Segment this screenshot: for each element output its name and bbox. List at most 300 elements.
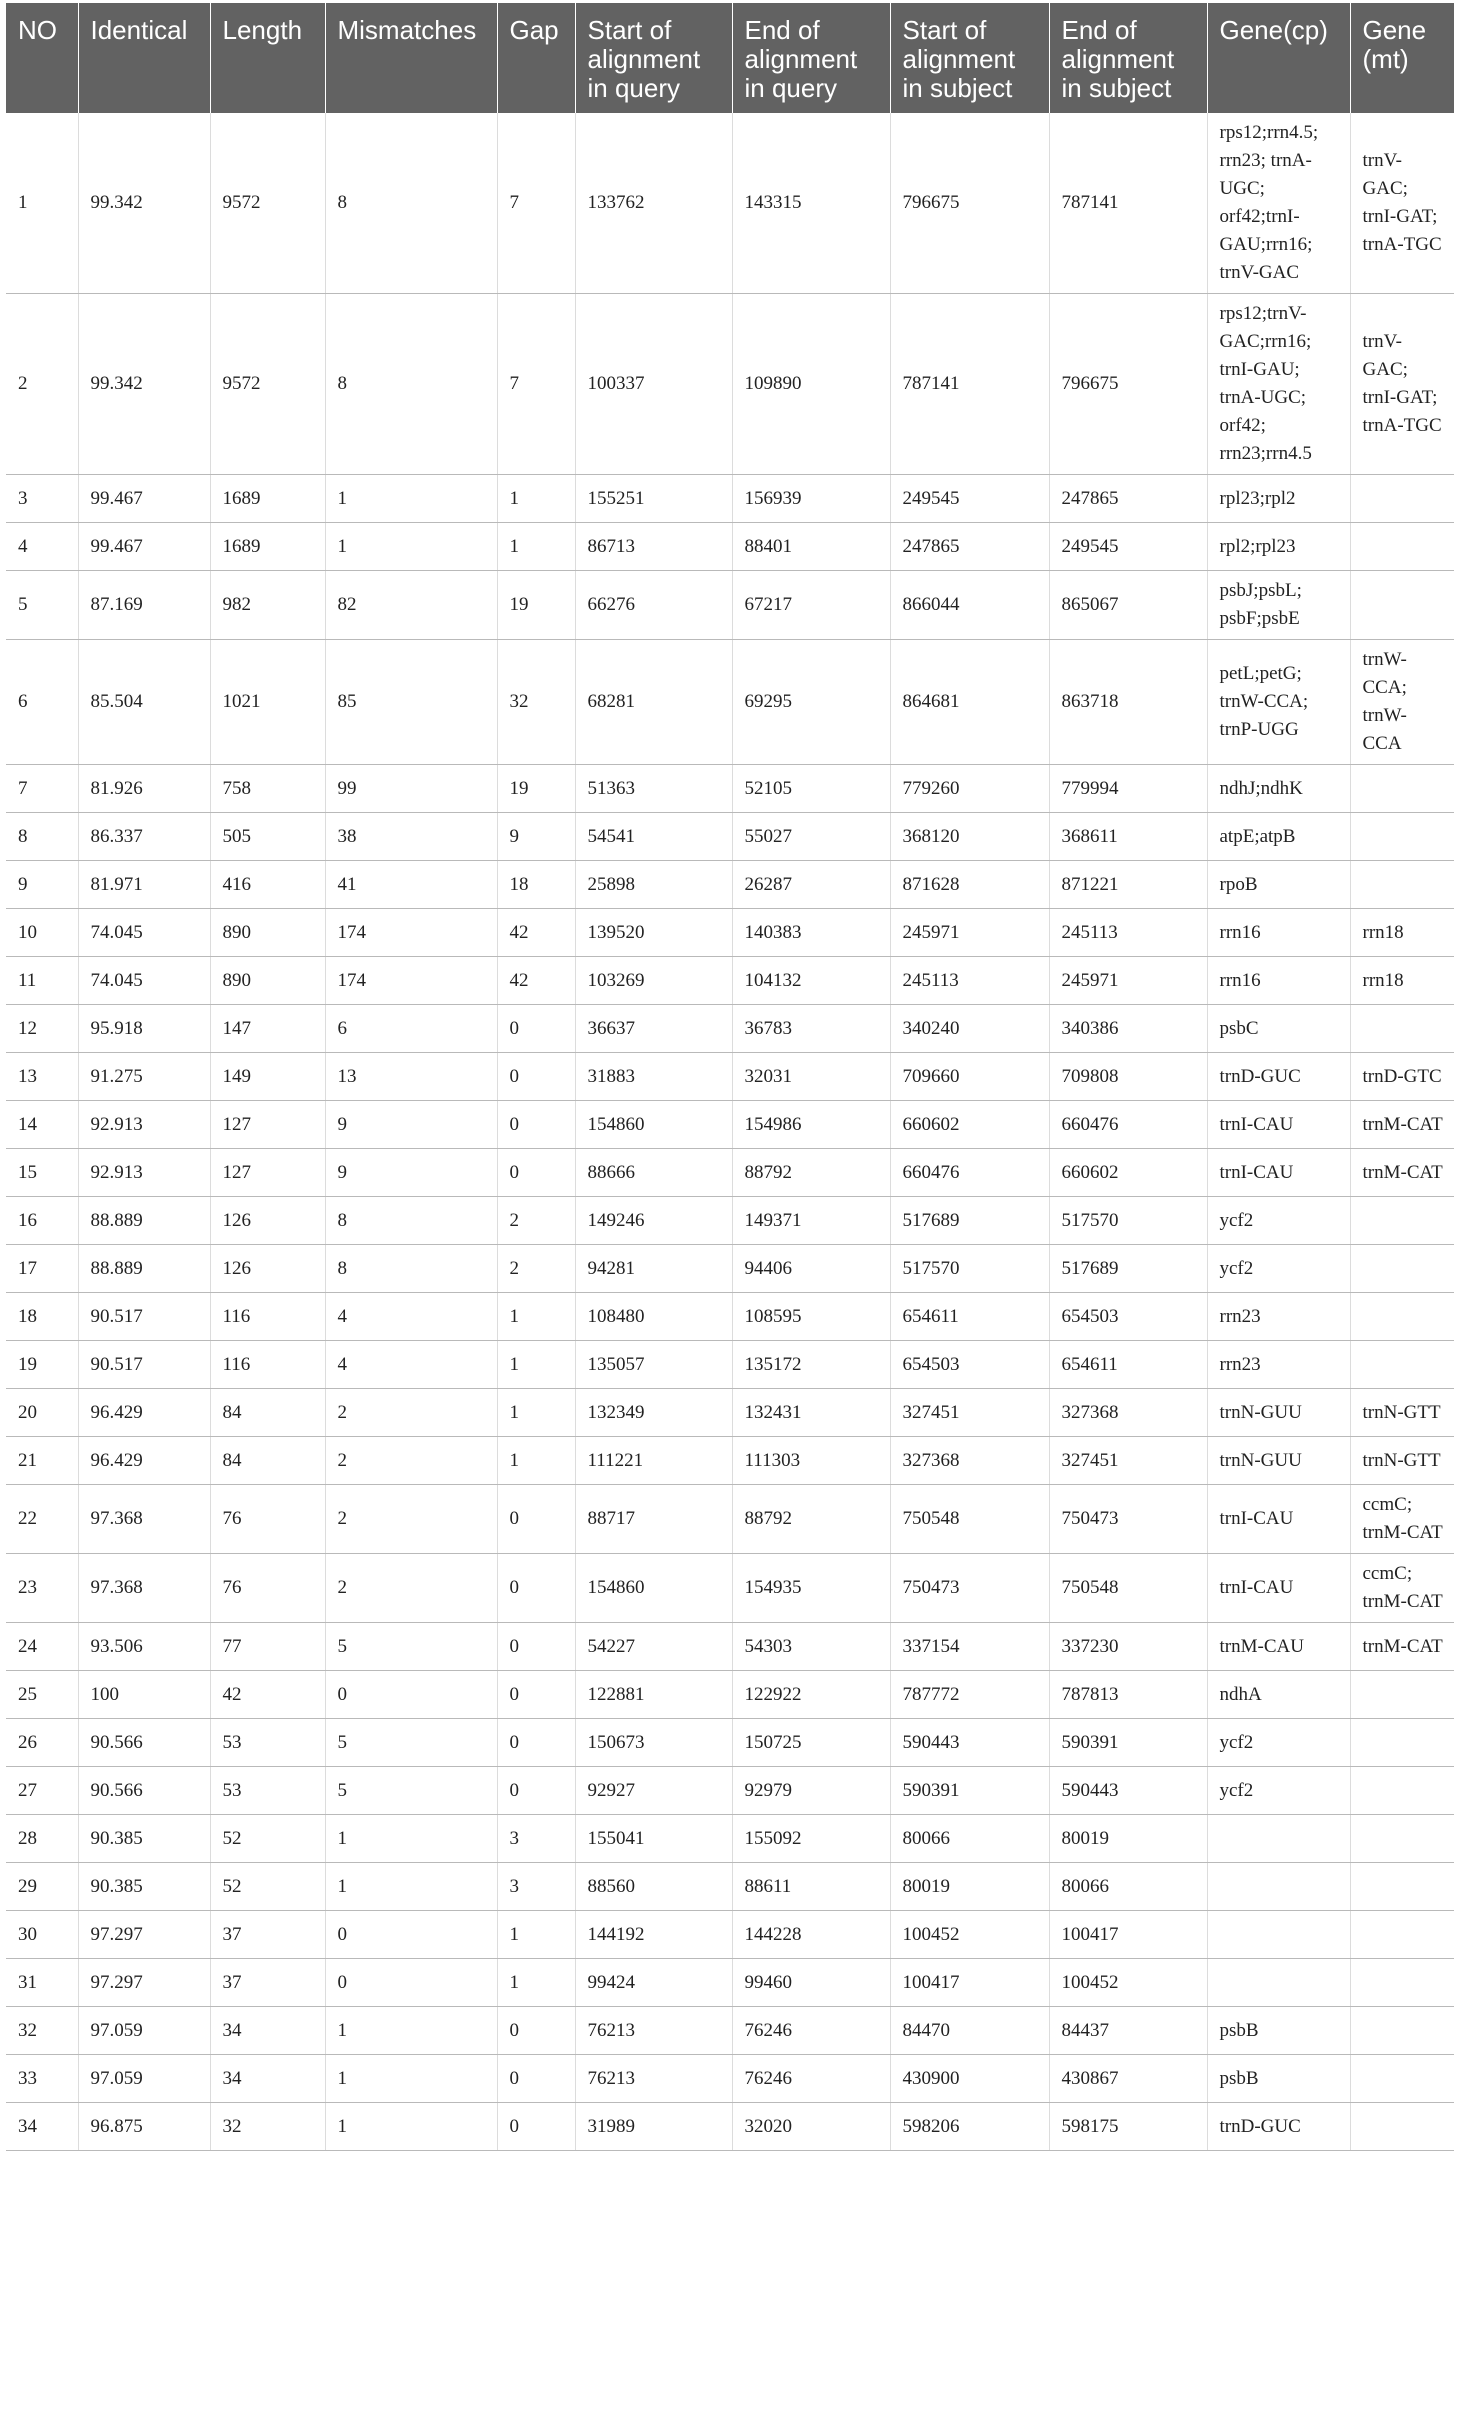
table-cell-mismatches: 1 [325,523,497,571]
table-cell-mismatches: 2 [325,1437,497,1485]
table-cell-query-start: 133762 [575,113,732,294]
table-cell-no: 5 [6,571,78,640]
table-cell-subject-start: 654611 [890,1293,1049,1341]
table-cell-subject-end: 598175 [1049,2103,1207,2151]
table-cell-gene-mt [1350,813,1454,861]
table-cell-gap: 42 [497,957,575,1005]
table-row [6,1005,1454,1053]
table-cell-no: 30 [6,1911,78,1959]
table-cell-gap: 1 [497,1911,575,1959]
table-cell-query-start: 88717 [575,1485,732,1554]
table-cell-query-start: 92927 [575,1767,732,1815]
table-cell-identical: 74.045 [78,909,210,957]
table-cell-subject-end: 368611 [1049,813,1207,861]
table-cell-subject-end: 796675 [1049,294,1207,475]
table-cell-no: 7 [6,765,78,813]
table-cell-mismatches: 2 [325,1485,497,1554]
column-header-subject-end: End of alignment in subject [1049,3,1207,113]
table-cell-length: 126 [210,1245,325,1293]
table-row [6,1197,1454,1245]
table-row [6,571,1454,640]
table-cell-length: 37 [210,1959,325,2007]
table-cell-no: 32 [6,2007,78,2055]
table-cell-identical: 74.045 [78,957,210,1005]
table-cell-query-end: 154986 [732,1101,890,1149]
table-cell-subject-start: 337154 [890,1623,1049,1671]
table-cell-query-end: 111303 [732,1437,890,1485]
table-cell-gene-cp: trnD-GUC [1207,1053,1350,1101]
table-row [6,1245,1454,1293]
table-cell-subject-start: 871628 [890,861,1049,909]
table-cell-gene-cp: ycf2 [1207,1767,1350,1815]
table-cell-gap: 0 [497,1005,575,1053]
table-cell-query-end: 52105 [732,765,890,813]
table-cell-subject-start: 100452 [890,1911,1049,1959]
table-cell-query-end: 109890 [732,294,890,475]
table-cell-no: 17 [6,1245,78,1293]
table-cell-subject-start: 660476 [890,1149,1049,1197]
table-cell-identical: 95.918 [78,1005,210,1053]
table-cell-no: 14 [6,1101,78,1149]
table-row [6,475,1454,523]
table-cell-gene-cp: trnI-CAU [1207,1554,1350,1623]
column-header-query-end: End of alignment in query [732,3,890,113]
table-cell-gene-cp: trnD-GUC [1207,2103,1350,2151]
table-cell-mismatches: 4 [325,1293,497,1341]
table-row [6,1554,1454,1623]
table-cell-identical: 97.297 [78,1959,210,2007]
table-cell-gap: 18 [497,861,575,909]
table-cell-mismatches: 8 [325,1245,497,1293]
table-cell-gene-cp [1207,1863,1350,1911]
table-cell-gap: 1 [497,1341,575,1389]
table-cell-gene-cp [1207,1959,1350,2007]
table-cell-gene-cp: rrn23 [1207,1341,1350,1389]
table-cell-query-end: 88792 [732,1149,890,1197]
table-cell-length: 84 [210,1437,325,1485]
column-header-identical: Identical [78,3,210,113]
table-cell-query-end: 92979 [732,1767,890,1815]
table-cell-no: 10 [6,909,78,957]
table-cell-gene-mt [1350,765,1454,813]
table-cell-subject-end: 654503 [1049,1293,1207,1341]
table-cell-gene-cp: rps12;rrn4.5; rrn23; trnA-UGC; orf42;trnI-GAU;rrn16; trnV-GAC [1207,113,1350,294]
table-cell-subject-start: 709660 [890,1053,1049,1101]
table-cell-gene-cp: trnI-CAU [1207,1101,1350,1149]
table-cell-query-end: 99460 [732,1959,890,2007]
table-cell-subject-start: 247865 [890,523,1049,571]
table-cell-query-end: 32031 [732,1053,890,1101]
table-cell-mismatches: 9 [325,1149,497,1197]
table-cell-no: 15 [6,1149,78,1197]
table-cell-subject-end: 517689 [1049,1245,1207,1293]
table-cell-subject-start: 80019 [890,1863,1049,1911]
table-cell-query-start: 25898 [575,861,732,909]
table-cell-gene-cp: psbC [1207,1005,1350,1053]
table-cell-gap: 0 [497,1149,575,1197]
table-cell-mismatches: 99 [325,765,497,813]
table-row [6,640,1454,765]
table-cell-gene-mt [1350,1293,1454,1341]
table-cell-gene-mt: trnM-CAT [1350,1101,1454,1149]
table-cell-subject-start: 517689 [890,1197,1049,1245]
table-cell-query-start: 68281 [575,640,732,765]
table-cell-gap: 1 [497,523,575,571]
table-cell-mismatches: 1 [325,2007,497,2055]
table-cell-query-end: 156939 [732,475,890,523]
table-cell-gap: 0 [497,1671,575,1719]
table-cell-gap: 0 [497,2007,575,2055]
table-cell-gene-mt: trnM-CAT [1350,1623,1454,1671]
table-cell-gene-cp: trnN-GUU [1207,1437,1350,1485]
table-cell-gene-mt [1350,2103,1454,2151]
table-cell-length: 127 [210,1101,325,1149]
table-cell-query-start: 99424 [575,1959,732,2007]
table-cell-mismatches: 1 [325,1863,497,1911]
table-row [6,523,1454,571]
table-cell-subject-start: 327368 [890,1437,1049,1485]
table-row [6,1341,1454,1389]
table-cell-subject-end: 327368 [1049,1389,1207,1437]
table-cell-query-start: 154860 [575,1554,732,1623]
table-cell-subject-end: 327451 [1049,1437,1207,1485]
table-cell-gene-mt: trnW-CCA; trnW-CCA [1350,640,1454,765]
table-cell-query-end: 135172 [732,1341,890,1389]
table-cell-identical: 92.913 [78,1149,210,1197]
table-cell-query-start: 88560 [575,1863,732,1911]
table-cell-no: 24 [6,1623,78,1671]
table-cell-length: 76 [210,1554,325,1623]
table-cell-subject-end: 750473 [1049,1485,1207,1554]
table-cell-identical: 99.467 [78,475,210,523]
table-cell-gene-cp: ycf2 [1207,1197,1350,1245]
table-cell-gene-mt [1350,1959,1454,2007]
table-cell-mismatches: 41 [325,861,497,909]
table-cell-gene-mt: trnD-GTC [1350,1053,1454,1101]
table-cell-query-start: 76213 [575,2055,732,2103]
table-cell-gene-mt [1350,1671,1454,1719]
table-cell-gene-mt [1350,523,1454,571]
table-cell-subject-start: 590391 [890,1767,1049,1815]
table-cell-mismatches: 1 [325,2103,497,2151]
table-cell-query-start: 51363 [575,765,732,813]
table-cell-gap: 0 [497,1053,575,1101]
table-cell-identical: 90.566 [78,1719,210,1767]
table-cell-subject-start: 750473 [890,1554,1049,1623]
table-cell-gene-mt [1350,1911,1454,1959]
table-cell-subject-start: 80066 [890,1815,1049,1863]
table-cell-mismatches: 174 [325,957,497,1005]
table-cell-length: 52 [210,1863,325,1911]
table-cell-subject-start: 598206 [890,2103,1049,2151]
table-row [6,1053,1454,1101]
table-cell-subject-start: 100417 [890,1959,1049,2007]
table-cell-length: 890 [210,909,325,957]
table-row [6,1719,1454,1767]
table-cell-subject-end: 779994 [1049,765,1207,813]
table-cell-identical: 97.059 [78,2055,210,2103]
table-cell-gene-mt [1350,475,1454,523]
table-cell-query-end: 88792 [732,1485,890,1554]
table-row [6,113,1454,294]
table-cell-gene-mt [1350,1815,1454,1863]
table-cell-identical: 91.275 [78,1053,210,1101]
table-cell-mismatches: 2 [325,1554,497,1623]
table-cell-subject-end: 660476 [1049,1101,1207,1149]
table-cell-gene-cp: rrn16 [1207,957,1350,1005]
table-cell-query-end: 55027 [732,813,890,861]
table-cell-query-start: 86713 [575,523,732,571]
table-cell-query-end: 108595 [732,1293,890,1341]
table-cell-subject-start: 249545 [890,475,1049,523]
table-cell-identical: 99.342 [78,294,210,475]
table-cell-gene-cp: atpE;atpB [1207,813,1350,861]
table-cell-subject-end: 865067 [1049,571,1207,640]
table-cell-query-start: 103269 [575,957,732,1005]
table-cell-mismatches: 8 [325,294,497,475]
table-row [6,765,1454,813]
table-cell-identical: 97.368 [78,1485,210,1554]
table-cell-length: 9572 [210,294,325,475]
table-row [6,1389,1454,1437]
table-cell-query-start: 31989 [575,2103,732,2151]
table-cell-subject-end: 100417 [1049,1911,1207,1959]
table-cell-identical: 87.169 [78,571,210,640]
table-cell-no: 33 [6,2055,78,2103]
table-cell-identical: 96.429 [78,1389,210,1437]
table-row [6,1101,1454,1149]
header-row [6,3,1454,113]
table-cell-subject-start: 430900 [890,2055,1049,2103]
table-cell-no: 21 [6,1437,78,1485]
table-cell-identical: 90.385 [78,1863,210,1911]
table-cell-gene-cp: rrn23 [1207,1293,1350,1341]
table-cell-mismatches: 85 [325,640,497,765]
table-cell-mismatches: 5 [325,1623,497,1671]
table-cell-gene-cp [1207,1815,1350,1863]
table-row [6,957,1454,1005]
table-cell-mismatches: 2 [325,1389,497,1437]
table-cell-gene-cp: petL;petG; trnW-CCA; trnP-UGG [1207,640,1350,765]
table-cell-length: 1021 [210,640,325,765]
table-cell-gap: 0 [497,1623,575,1671]
table-cell-subject-start: 660602 [890,1101,1049,1149]
table-cell-gene-mt: rrn18 [1350,909,1454,957]
table-cell-subject-end: 84437 [1049,2007,1207,2055]
table-cell-identical: 93.506 [78,1623,210,1671]
table-cell-gene-mt [1350,2007,1454,2055]
table-cell-identical: 88.889 [78,1245,210,1293]
table-cell-subject-end: 340386 [1049,1005,1207,1053]
table-cell-subject-end: 249545 [1049,523,1207,571]
table-cell-gene-cp: ycf2 [1207,1245,1350,1293]
table-cell-length: 982 [210,571,325,640]
table-cell-identical: 81.926 [78,765,210,813]
table-cell-gene-mt: trnV-GAC; trnI-GAT; trnA-TGC [1350,294,1454,475]
column-header-gap: Gap [497,3,575,113]
table-cell-gene-cp: ndhA [1207,1671,1350,1719]
table-cell-mismatches: 38 [325,813,497,861]
table-cell-no: 25 [6,1671,78,1719]
table-cell-query-start: 149246 [575,1197,732,1245]
table-cell-identical: 96.429 [78,1437,210,1485]
table-cell-subject-start: 779260 [890,765,1049,813]
table-cell-gene-cp: ndhJ;ndhK [1207,765,1350,813]
table-cell-no: 29 [6,1863,78,1911]
table-cell-query-start: 135057 [575,1341,732,1389]
table-cell-gene-mt [1350,2055,1454,2103]
table-cell-mismatches: 174 [325,909,497,957]
table-cell-length: 76 [210,1485,325,1554]
table-cell-gap: 7 [497,294,575,475]
alignment-table [6,3,1454,2151]
table-cell-subject-end: 100452 [1049,1959,1207,2007]
table-cell-identical: 90.385 [78,1815,210,1863]
table-cell-query-start: 108480 [575,1293,732,1341]
table-cell-subject-end: 337230 [1049,1623,1207,1671]
table-cell-length: 116 [210,1293,325,1341]
table-cell-query-end: 144228 [732,1911,890,1959]
table-cell-gap: 0 [497,2055,575,2103]
table-cell-query-end: 150725 [732,1719,890,1767]
table-cell-gap: 0 [497,2103,575,2151]
table-cell-mismatches: 82 [325,571,497,640]
table-cell-no: 31 [6,1959,78,2007]
table-cell-no: 20 [6,1389,78,1437]
table-cell-gap: 2 [497,1197,575,1245]
table-cell-gene-mt [1350,1719,1454,1767]
table-cell-gap: 9 [497,813,575,861]
table-cell-no: 16 [6,1197,78,1245]
table-cell-subject-end: 871221 [1049,861,1207,909]
table-cell-gap: 42 [497,909,575,957]
table-cell-gap: 0 [497,1485,575,1554]
table-cell-gene-cp [1207,1911,1350,1959]
table-cell-subject-end: 245971 [1049,957,1207,1005]
table-cell-no: 23 [6,1554,78,1623]
table-cell-mismatches: 0 [325,1911,497,1959]
table-cell-gene-mt [1350,1005,1454,1053]
table-cell-subject-start: 368120 [890,813,1049,861]
table-cell-gene-mt [1350,1197,1454,1245]
table-cell-gap: 3 [497,1863,575,1911]
table-cell-gene-mt [1350,571,1454,640]
table-cell-length: 9572 [210,113,325,294]
table-cell-identical: 99.342 [78,113,210,294]
table-cell-query-end: 140383 [732,909,890,957]
table-cell-identical: 97.059 [78,2007,210,2055]
table-cell-length: 505 [210,813,325,861]
table-cell-query-start: 150673 [575,1719,732,1767]
table-cell-gap: 1 [497,475,575,523]
column-header-gene-mt: Gene (mt) [1350,3,1454,113]
table-row [6,1863,1454,1911]
table-cell-length: 77 [210,1623,325,1671]
table-cell-query-end: 149371 [732,1197,890,1245]
table-cell-query-end: 26287 [732,861,890,909]
table-cell-mismatches: 8 [325,113,497,294]
table-cell-no: 3 [6,475,78,523]
table-cell-gap: 2 [497,1245,575,1293]
table-cell-query-start: 154860 [575,1101,732,1149]
table-cell-query-end: 155092 [732,1815,890,1863]
table-cell-query-end: 76246 [732,2055,890,2103]
table-cell-subject-start: 517570 [890,1245,1049,1293]
table-cell-gene-cp: ycf2 [1207,1719,1350,1767]
table-cell-mismatches: 13 [325,1053,497,1101]
table-cell-no: 28 [6,1815,78,1863]
table-row [6,1671,1454,1719]
table-cell-subject-start: 864681 [890,640,1049,765]
table-cell-query-end: 143315 [732,113,890,294]
table-cell-subject-end: 787141 [1049,113,1207,294]
table-cell-gene-cp: trnN-GUU [1207,1389,1350,1437]
table-row [6,1815,1454,1863]
table-cell-identical: 96.875 [78,2103,210,2151]
table-cell-subject-start: 327451 [890,1389,1049,1437]
table-cell-query-start: 54541 [575,813,732,861]
table-row [6,909,1454,957]
table-cell-gene-cp: rps12;trnV-GAC;rrn16; trnI-GAU; trnA-UGC; orf42; rrn23;rrn4.5 [1207,294,1350,475]
table-cell-no: 1 [6,113,78,294]
table-cell-gap: 1 [497,1293,575,1341]
table-cell-gap: 1 [497,1437,575,1485]
table-cell-gap: 19 [497,571,575,640]
table-cell-mismatches: 0 [325,1671,497,1719]
table-cell-length: 53 [210,1719,325,1767]
table-row [6,1623,1454,1671]
table-cell-gene-mt: trnN-GTT [1350,1389,1454,1437]
table-cell-gap: 0 [497,1767,575,1815]
table-cell-gap: 19 [497,765,575,813]
table-cell-subject-start: 84470 [890,2007,1049,2055]
table-cell-query-start: 111221 [575,1437,732,1485]
table-cell-no: 4 [6,523,78,571]
table-cell-no: 2 [6,294,78,475]
table-cell-subject-start: 340240 [890,1005,1049,1053]
table-cell-length: 758 [210,765,325,813]
table-cell-identical: 100 [78,1671,210,1719]
table-cell-subject-start: 750548 [890,1485,1049,1554]
table-cell-gene-cp: rpoB [1207,861,1350,909]
table-cell-subject-end: 430867 [1049,2055,1207,2103]
table-cell-gap: 0 [497,1719,575,1767]
table-row [6,861,1454,909]
table-cell-length: 890 [210,957,325,1005]
table-cell-gene-cp: psbJ;psbL; psbF;psbE [1207,571,1350,640]
table-cell-mismatches: 4 [325,1341,497,1389]
table-cell-no: 27 [6,1767,78,1815]
table-cell-mismatches: 9 [325,1101,497,1149]
column-header-query-start: Start of alignment in query [575,3,732,113]
table-cell-no: 18 [6,1293,78,1341]
table-row [6,813,1454,861]
column-header-subject-start: Start of alignment in subject [890,3,1049,113]
table-cell-query-start: 94281 [575,1245,732,1293]
table-cell-length: 42 [210,1671,325,1719]
table-row [6,1293,1454,1341]
table-cell-gene-mt [1350,1863,1454,1911]
table-cell-query-end: 32020 [732,2103,890,2151]
table-cell-length: 116 [210,1341,325,1389]
table-cell-query-start: 54227 [575,1623,732,1671]
table-cell-no: 22 [6,1485,78,1554]
table-cell-query-start: 31883 [575,1053,732,1101]
table-cell-query-end: 36783 [732,1005,890,1053]
table-cell-length: 1689 [210,475,325,523]
table-cell-gene-mt [1350,1767,1454,1815]
table-cell-subject-end: 787813 [1049,1671,1207,1719]
